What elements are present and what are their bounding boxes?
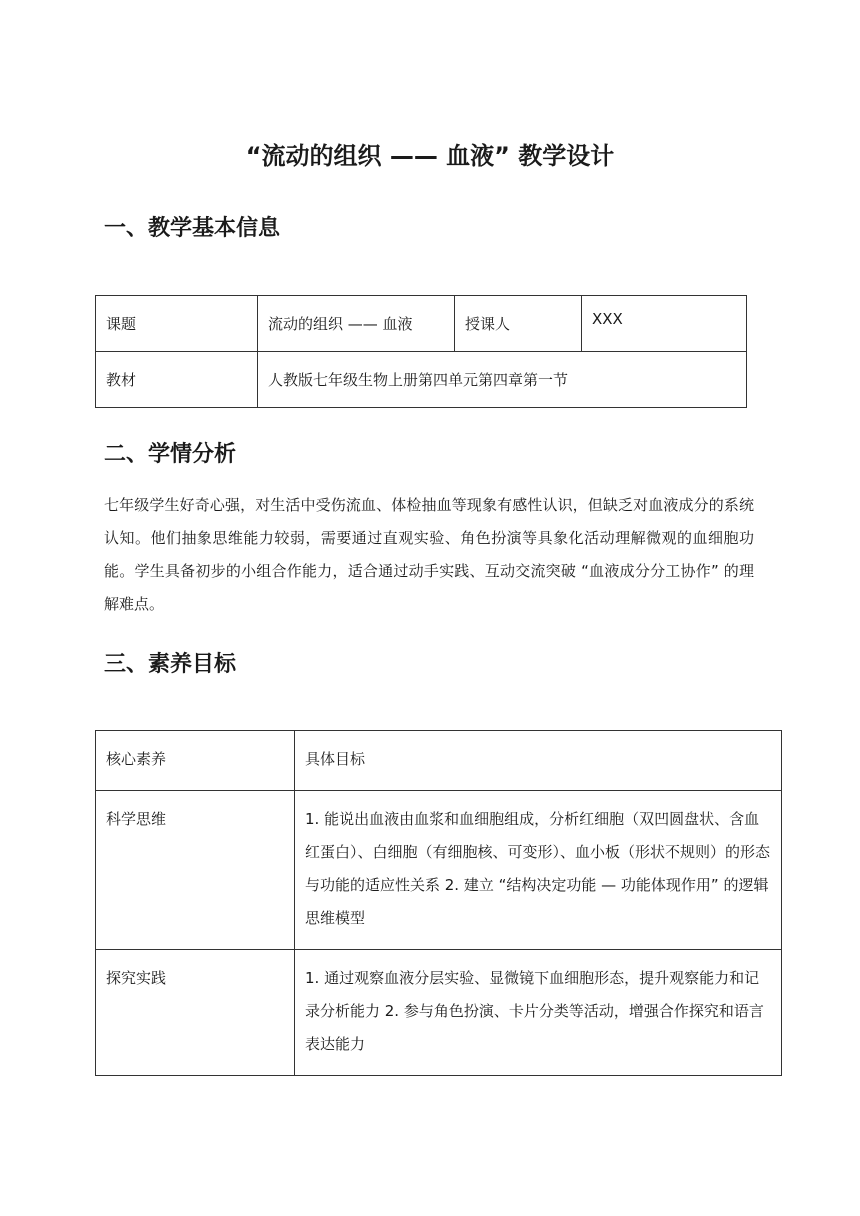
teacher-label: 授课人 xyxy=(455,296,582,352)
table-row xyxy=(96,296,747,352)
section-heading-learner-analysis: 二、学情分析 xyxy=(104,442,237,467)
table-row xyxy=(96,791,782,950)
textbook-value: 人教版七年级生物上册第四单元第四章第一节 xyxy=(258,352,747,408)
table-header-row xyxy=(96,731,782,791)
goal-cell: 1. 通过观察血液分层实验、显微镜下血细胞形态，提升观察能力和记录分析能力 2. 参与角色扮演、卡片分类等活动，增强合作探究和语言表达能力 xyxy=(295,950,782,1076)
section-heading-basic-info: 一、教学基本信息 xyxy=(104,216,281,241)
teacher-value: XXX xyxy=(582,296,747,352)
topic-value: 流动的组织 —— 血液 xyxy=(258,296,455,352)
topic-label: 课题 xyxy=(96,296,258,352)
column-header-goal: 具体目标 xyxy=(295,731,782,791)
literacy-cell: 科学思维 xyxy=(96,791,295,950)
textbook-label: 教材 xyxy=(96,352,258,408)
goal-cell: 1. 能说出血液由血浆和血细胞组成，分析红细胞（双凹圆盘状、含血红蛋白）、白细胞（有细胞核、可变形）、血小板（形状不规则）的形态与功能的适应性关系 2. 建立 “结构决定功能 — 功能体现作用” 的逻辑思维模型 xyxy=(295,791,782,950)
table-row xyxy=(96,352,747,408)
basic-info-table xyxy=(95,295,747,408)
literacy-cell: 探究实践 xyxy=(96,950,295,1076)
column-header-literacy: 核心素养 xyxy=(96,731,295,791)
section-heading-literacy-goals: 三、素养目标 xyxy=(104,652,237,677)
document-title: “流动的组织 —— 血液” 教学设计 xyxy=(245,142,615,170)
table-row xyxy=(96,950,782,1076)
learner-analysis-paragraph: 七年级学生好奇心强，对生活中受伤流血、体检抽血等现象有感性认识，但缺乏对血液成分的系统认知。他们抽象思维能力较弱，需要通过直观实验、角色扮演等具象化活动理解微观的血细胞功能。学生具备初步的小组合作能力，适合通过动手实践、互动交流突破 “血液成分分工协作” 的理解难点。 xyxy=(104,496,754,613)
literacy-goals-table xyxy=(95,730,782,1076)
